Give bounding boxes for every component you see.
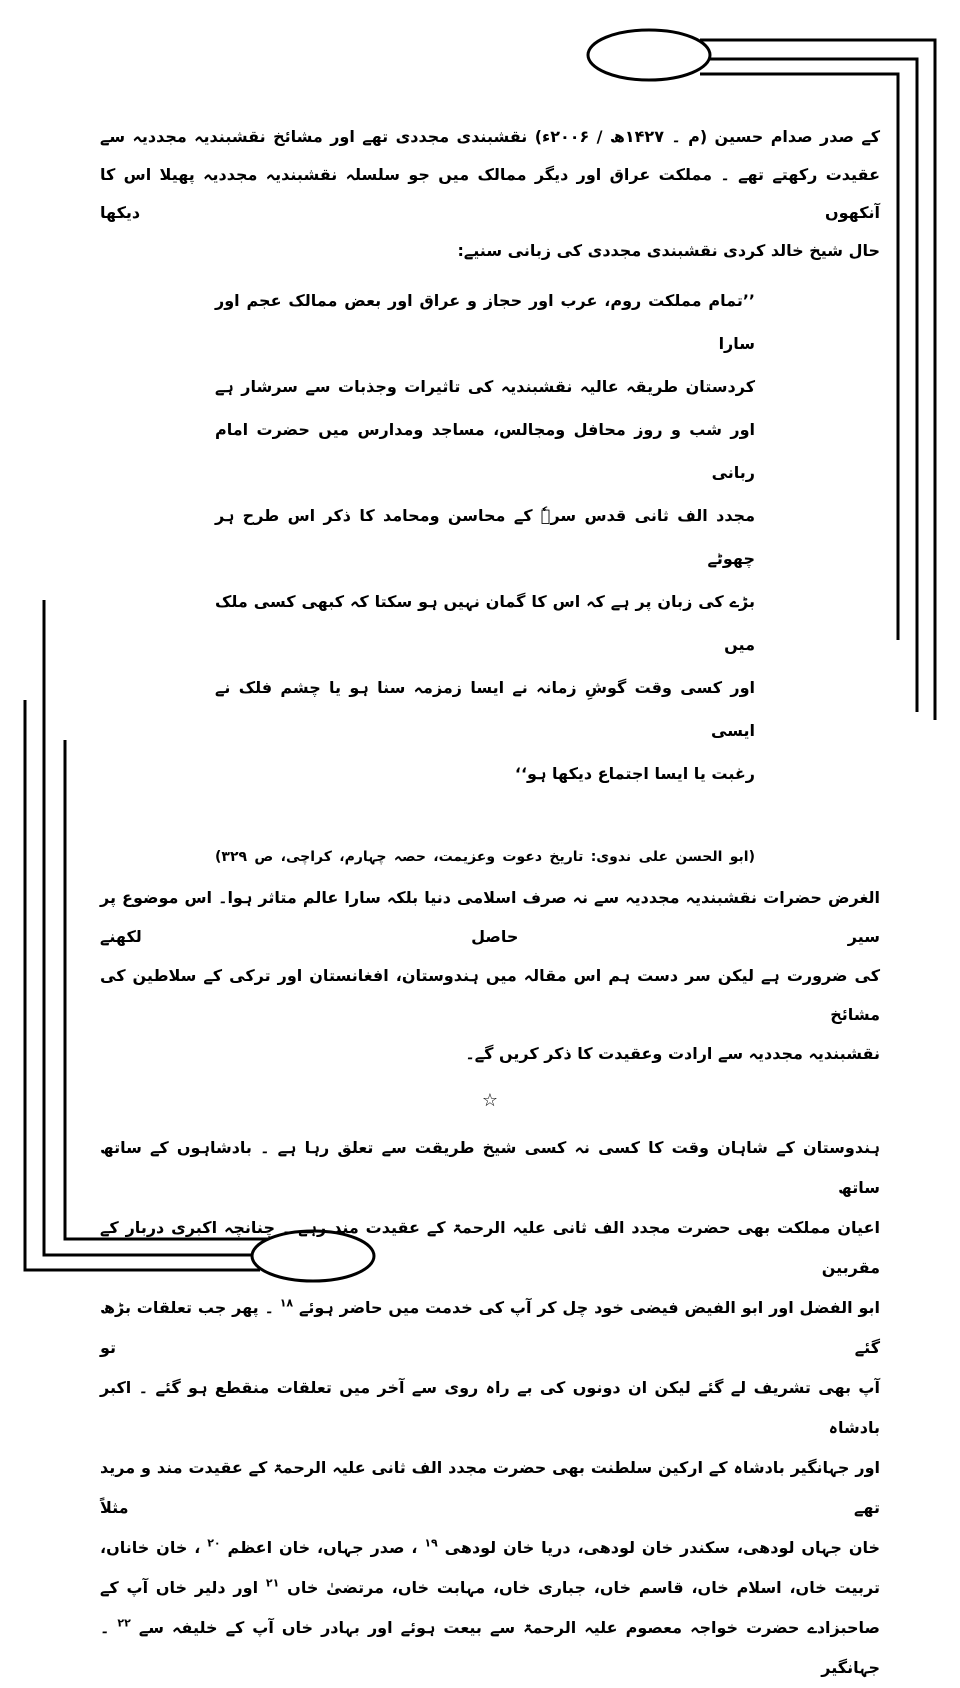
para3-line-8-text-a: صاحبزادے حضرت خواجہ معصوم علیہ الرحمۃ سے بیعت ہوئے اور بہادر خاں آپ کے خلیفہ سے <box>138 1618 881 1637</box>
quote-citation: (ابو الحسن علی ندوی: تاریخ دعوت وعزیمت، حصہ چہارم، کراچی، ص ۳۲۹) <box>215 849 755 865</box>
para3-line-6-text-a: خان جہاں لودھی، سکندر خان لودھی، دریا خان لودھی <box>444 1538 881 1557</box>
para3-line-2: اعیان مملکت بھی حضرت مجدد الف ثانی علیہ الرحمۃ کے عقیدت مند رہے ۔ چنانچہ اکبری دربار کے مقربین <box>100 1218 880 1277</box>
para3-line-1: ہندوستان کے شاہان وقت کا کسی نہ کسی شیخ طریقت سے تعلق رہا ہے ۔ بادشاہوں کے ساتھ ساتھ <box>100 1138 880 1197</box>
footnote-ref-18: ۱۸ <box>279 1296 294 1310</box>
intro-line-3: حال شیخ خالد کردی نقشبندی مجددی کی زبانی سنیے: <box>457 241 880 260</box>
intro-line-2: عقیدت رکھتے تھے ۔ مملکت عراق اور دیگر ممالک میں جو سلسلہ نقشبندیہ مجددیہ پھیلا اس کا آنکھوں دیکھا <box>100 165 880 222</box>
para3-line-8 <box>100 1608 880 1688</box>
quote-line-1: ’’تمام مملکت روم، عرب اور حجاز و عراق اور بعض ممالک عجم اور سارا <box>215 291 755 353</box>
para3-line-3 <box>100 1288 880 1368</box>
footnote-ref-19: ۱۹ <box>424 1536 438 1550</box>
quote-line-4: مجدد الف ثانی قدس سرہٗ کے محاسن ومحامد کا ذکر اس طرح ہر چھوٹے <box>215 506 755 568</box>
para3-line-6-text-b: ، صدر جہاں، خان اعظم <box>227 1538 418 1557</box>
para2-line-3: نقشبندیہ مجددیہ سے ارادت وعقیدت کا ذکر کریں گے۔ <box>465 1044 880 1063</box>
intro-paragraph <box>100 118 880 270</box>
quote-line-5: بڑے کی زبان پر ہے کہ اس کا گمان نہیں ہو سکتا کہ کبھی کسی ملک میں <box>215 592 755 654</box>
star-separator-icon: ☆ <box>481 1090 499 1111</box>
block-quote <box>215 279 755 795</box>
page-text <box>100 118 880 1688</box>
para3-line-8-text-b: ۔ جہانگیر <box>100 1618 880 1677</box>
quote-line-2: کردستان طریقہ عالیہ نقشبندیہ کی تاثیرات وجذبات سے سرشار ہے <box>215 377 755 396</box>
quote-line-3: اور شب و روز محافل ومجالس، مساجد ومدارس میں حضرت امام ربانی <box>215 420 755 482</box>
para3-line-3-text-b: ۔ پھر جب تعلقات بڑھ گئے تو <box>100 1298 880 1357</box>
para2-line-2: کی ضرورت ہے لیکن سر دست ہم اس مقالہ میں ہندوستان، افغانستان اور ترکی کے سلاطین کی مشائخ <box>100 966 880 1024</box>
quote-line-7: رغبت یا ایسا اجتماع دیکھا ہو‘‘ <box>514 764 755 783</box>
para3-line-4: آپ بھی تشریف لے گئے لیکن ان دونوں کی بے راہ روی سے آخر میں تعلقات منقطع ہو گئے ۔ اکبر بادشاہ <box>100 1378 880 1437</box>
frame-ornament-top-oval <box>588 30 710 80</box>
para3-line-7-text-b: اور دلیر خاں آپ کے <box>100 1578 259 1597</box>
para3-line-7 <box>100 1568 880 1608</box>
para3-line-5: اور جہانگیر بادشاہ کے ارکین سلطنت بھی حضرت مجدد الف ثانی علیہ الرحمۃ کے عقیدت مند و مرید تھے مثلاً <box>100 1458 880 1517</box>
para3-line-3-text-a: ابو الفضل اور ابو الفیض فیضی خود چل کر آپ کی خدمت میں حاضر ہوئے <box>299 1298 880 1317</box>
footnote-ref-21: ۲۱ <box>265 1576 280 1590</box>
footnote-ref-20: ۲۰ <box>207 1536 221 1550</box>
para3-line-7-text-a: تربیت خاں، اسلام خاں، قاسم خاں، جباری خاں، مہابت خاں، مرتضیٰ خاں <box>287 1578 881 1597</box>
para2-line-1: الغرض حضرات نقشبندیہ مجددیہ سے نہ صرف اسلامی دنیا بلکہ سارا عالم متاثر ہوا۔ اس موضوع پر سیر حاصل لکھنے <box>100 888 880 946</box>
paragraph-3 <box>100 1128 880 1688</box>
paragraph-2 <box>100 878 880 1073</box>
para3-line-6-text-c: ، خان خاناں، <box>100 1538 201 1557</box>
quote-line-6: اور کسی وقت گوشِ زمانہ نے ایسا زمزمہ سنا ہو یا چشم فلک نے ایسی <box>215 678 755 740</box>
para3-line-6 <box>100 1528 880 1568</box>
intro-line-1: کے صدر صدام حسین (م ۔ ۱۴۲۷ھ / ۲۰۰۶ء) نقشبندی مجددی تھے اور مشائخ نقشبندیہ مجددیہ سے <box>100 127 880 146</box>
footnote-ref-22: ۲۲ <box>117 1616 131 1630</box>
